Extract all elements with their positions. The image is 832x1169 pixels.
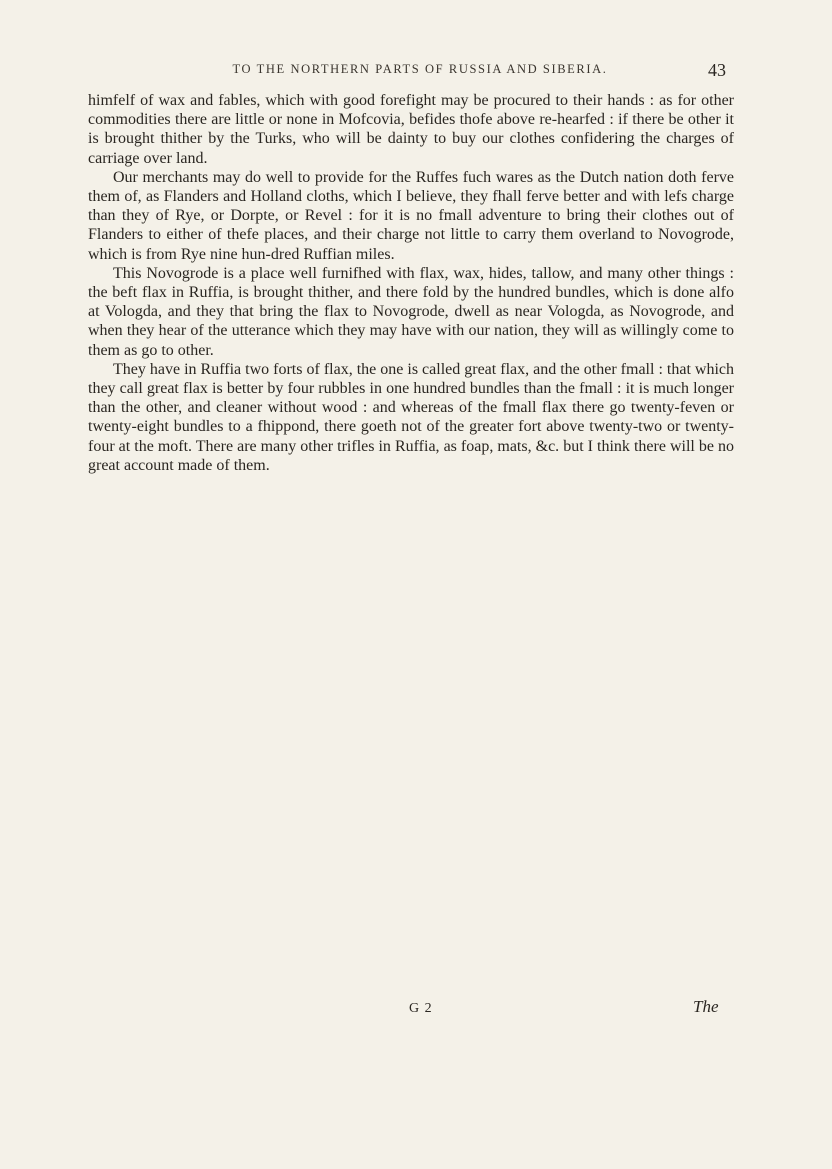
running-header: TO THE NORTHERN PARTS OF RUSSIA AND SIBERIA. xyxy=(232,62,608,76)
paragraph-4: They have in Ruffia two forts of flax, the one is called great flax, and the other fmall : that which they call great flax is better by four rubbles in one hundred bundles than the fmall : it is much longer than the other, and cleaner without wood : and whereas of the fmall flax there go twenty-feven or twenty-eight bundles to a fhippond, there goeth not of the greater fort above twenty-two or twenty-four at the moft. There are many other trifles in Ruffia, as foap, mats, &c. but I think there will be no great account made of them. xyxy=(88,360,734,474)
paragraph-3: This Novogrode is a place well furnifhed with flax, wax, hides, tallow, and many other things : the beft flax in Ruffia, is brought thither, and there fold by the hundred bundles, which is done alfo at Vologda, and they that bring the flax to Novogrode, dwell as near Vologda, as Novogrode, and when they hear of the utterance which they may have with our nation, they will as willingly come to them as go to other. xyxy=(88,264,734,359)
signature-mark: G 2 xyxy=(409,1001,433,1016)
paragraph-1: himfelf of wax and fables, which with good forefight may be procured to their hands : as for other commodities there are little or none in Mofcovia, befides thofe above re-hearfed : if there be other it is brought thither by the Turks, who will be dainty to buy our clothes confidering the charges of carriage over land. xyxy=(88,92,734,167)
paragraph-2: Our merchants may do well to provide for the Ruffes fuch wares as the Dutch nation doth ferve them of, as Flanders and Holland cloths, which I believe, they fhall ferve better and with lefs charge than they of Rye, or Dorpte, or Revel : for it is no fmall adventure to bring their clothes out of Flanders to either of thefe places, and their charge not little to carry them overland to Novogrode, which is from Rye nine hun-dred Ruffian miles. xyxy=(88,168,734,263)
body-text xyxy=(88,91,734,475)
catchword: The xyxy=(693,997,719,1016)
page-number: 43 xyxy=(708,60,726,80)
